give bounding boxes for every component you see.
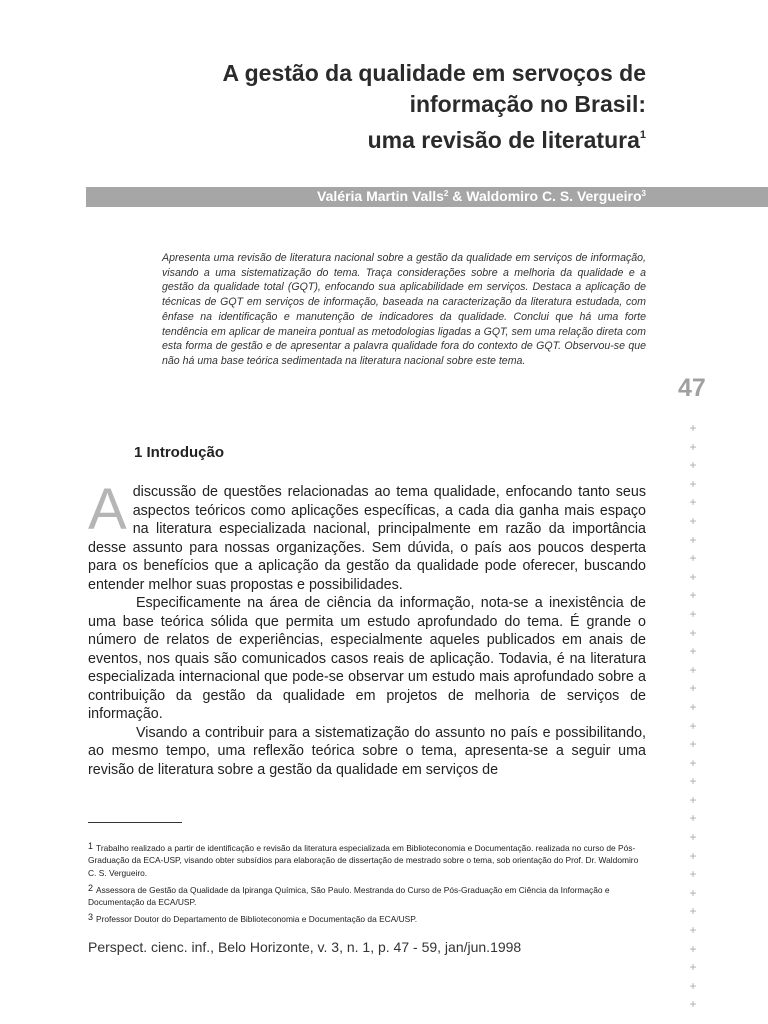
plus-marker: + [689, 774, 697, 789]
plus-marker: + [689, 699, 697, 714]
footnote-separator [88, 822, 182, 823]
plus-marker: + [689, 997, 697, 1012]
footnote-3-text: Professor Doutor do Departamento de Biblioteconomia e Documentação da ECA/USP. [96, 914, 418, 925]
author-line [317, 188, 646, 204]
plus-marker: + [689, 532, 697, 547]
footnote-1-number: 1 [88, 841, 94, 851]
plus-marker: + [689, 923, 697, 938]
plus-marker: + [689, 551, 697, 566]
plus-marker: + [689, 867, 697, 882]
title-line-3 [86, 120, 646, 156]
author-2-name: Waldomiro C. S. Vergueiro [466, 188, 642, 204]
plus-marker: + [689, 792, 697, 807]
page-number: 47 [678, 374, 706, 402]
plus-marker: + [689, 588, 697, 603]
plus-marker: + [689, 755, 697, 770]
footnotes [88, 840, 646, 929]
article-title [86, 58, 646, 156]
plus-marker: + [689, 960, 697, 975]
paragraph-3: Visando a contribuir para a sistematização do assunto no país e possibilitando, ao mesmo tempo, uma reflexão teórica sobre o tema, apresenta-se a seguir uma revisão de literatura sobre a gestão da qualidade em serviços de [88, 724, 646, 778]
plus-marker: + [689, 458, 697, 473]
plus-marker: + [689, 662, 697, 677]
plus-marker: + [689, 978, 697, 993]
footnote-2-text: Assessora de Gestão da Qualidade da Ipiranga Química, São Paulo. Mestranda do Curso de Pós-Graduação em Ciência da Informação e Documentação da ECA/USP. [88, 884, 610, 908]
plus-marker: + [689, 625, 697, 640]
paragraph-1 [88, 477, 646, 594]
title-line-2: informação no Brasil: [409, 91, 646, 117]
footnote-2 [88, 882, 646, 909]
plus-marker: + [689, 904, 697, 919]
footnote-2-number: 2 [88, 882, 94, 893]
plus-marker: + [689, 718, 697, 733]
plus-marker: + [689, 830, 697, 845]
abstract: Apresenta uma revisão de literatura nacional sobre a gestão da qualidade em serviços de informação, visando a uma sistematização do tema. Traça considerações sobre a melhoria da qualidade e a gestão da qualidade total (GQT), enfocando sua aplicabilidade em serviços. Destaca a aplicação de técnicas de GQT em serviços de informação, baseada na caracterização da literatura estudada, com ênfase na identificação e manutenção de indicadores da qualidade. Conclui que há uma forte tendência em aplicar de maneira pontual as metodologias ligadas a GQT, sem uma relação direta com esta forma de gestão e de apresentar a palavra qualidade fora do contexto de GQT. Observou-se que não há uma base teórica sedimentada na literatura nacional sobre este tema. [162, 252, 646, 367]
title-line-1: A gestão da qualidade em servoços de [222, 60, 646, 86]
plus-marker: + [689, 885, 697, 900]
footnote-1 [88, 840, 646, 879]
plus-marker: + [689, 681, 697, 696]
margin-decoration [686, 419, 700, 1014]
plus-marker: + [689, 644, 697, 659]
plus-marker: + [689, 941, 697, 956]
section-heading: 1 Introdução [134, 444, 225, 461]
footnote-3-number: 3 [88, 912, 94, 923]
plus-marker: + [689, 848, 697, 863]
plus-marker: + [689, 439, 697, 454]
plus-marker: + [689, 811, 697, 826]
journal-citation: Perspect. cienc. inf., Belo Horizonte, v. 3, n. 1, p. 47 - 59, jan/jun.1998 [88, 939, 522, 955]
plus-marker: + [689, 513, 697, 528]
plus-marker: + [689, 606, 697, 621]
author-separator: & [448, 188, 467, 204]
title-footnote-ref: 1 [639, 129, 646, 141]
plus-marker: + [689, 569, 697, 584]
author-bar [86, 187, 768, 207]
plus-marker: + [689, 737, 697, 752]
author-1-footnote-ref: 2 [443, 189, 449, 198]
footnote-1-text: Trabalho realizado a partir de identificação e revisão da literatura especializada em Biblioteconomia e Documentação. realizada no curso de Pós-Graduação da ECA-USP, visando obter subsídios para elaboração de dissertação de mestrado sobre o tema, sob orientação do Prof. Dr. Waldomiro C. S. Vergueiro. [88, 843, 639, 878]
author-1-name: Valéria Martin Valls [317, 188, 444, 204]
drop-cap: A [88, 477, 127, 542]
plus-marker: + [689, 476, 697, 491]
title-line-3-text: uma revisão de literatura [367, 127, 640, 153]
body-text [88, 477, 646, 779]
plus-marker: + [689, 495, 697, 510]
footnote-3 [88, 911, 646, 925]
paragraph-2: Especificamente na área de ciência da informação, nota-se a inexistência de uma base teórica sólida que permita um estudo aprofundado do tema. É grande o número de relatos de experiências, especialmente aqueles publicados em anais de eventos, nos quais são comunicados casos reais de aplicação. Todavia, é na literatura especializada internacional que pode-se observar um estudo mais aprofundado sobre a contribuição da gestão da qualidade em projetos de melhoria de serviços de informação. [88, 595, 646, 722]
plus-marker: + [689, 421, 697, 435]
paragraph-1-text: discussão de questões relacionadas ao tema qualidade, enfocando tanto seus aspectos teóricos como aplicações específicas, a cada dia ganha mais espaço na literatura especializada nacional, principalmente em razão da importância desse assunto para nossas organizações. Sem dúvida, o país aos poucos desperta para os benefícios que a aplicação da gestão da qualidade pode oferecer, buscando entender melhor suas propostas e possibilidades. [88, 484, 646, 593]
author-2-footnote-ref: 3 [641, 189, 646, 198]
